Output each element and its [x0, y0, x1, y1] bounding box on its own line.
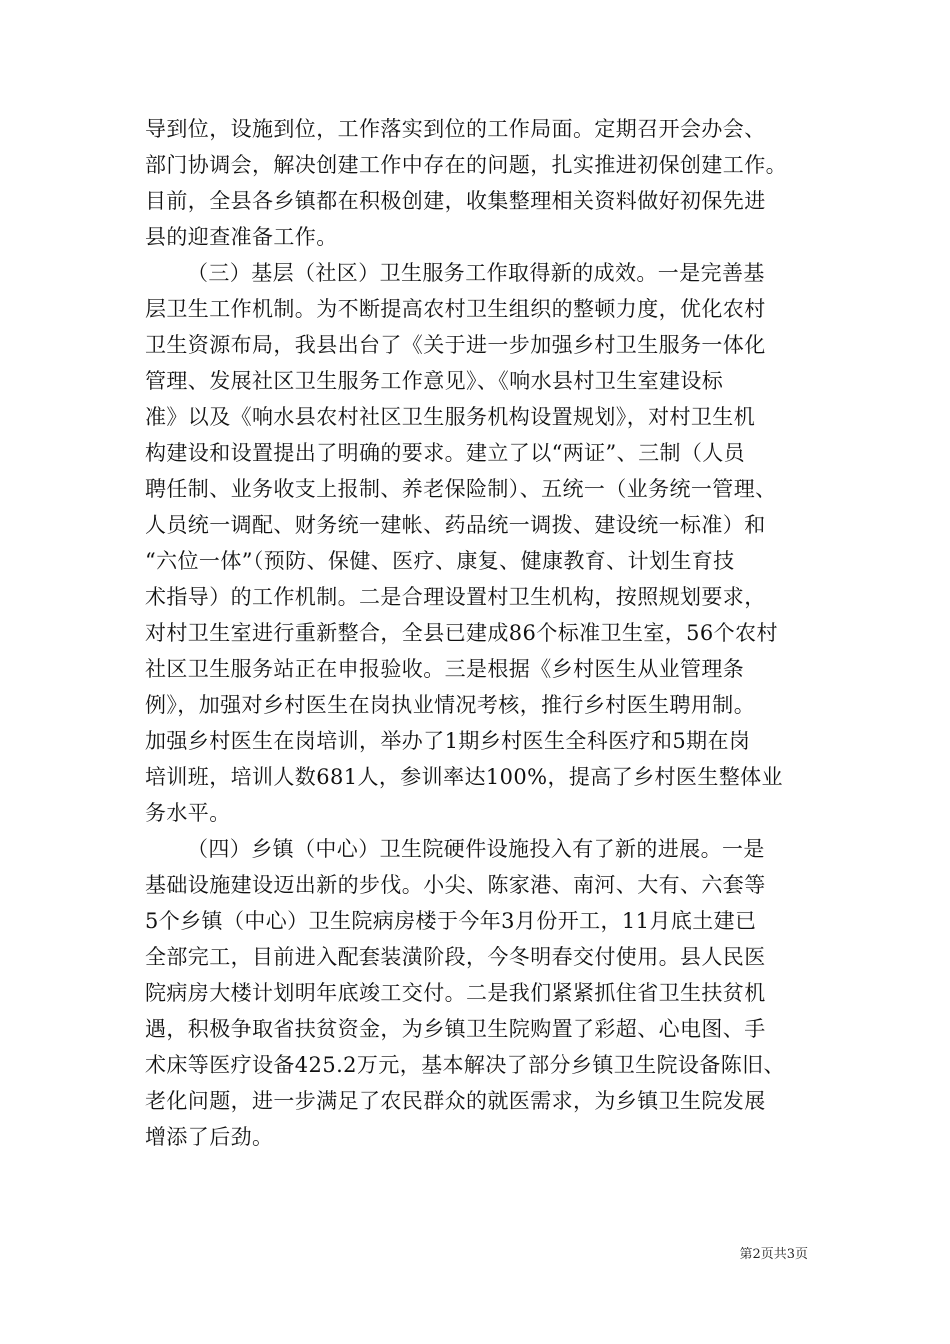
text-line: 遇，积极争取省扶贫资金，为乡镇卫生院购置了彩超、心电图、手 [145, 1017, 766, 1041]
text-line: 对村卫生室进行重新整合，全县已建成86个标准卫生室，56个农村 [145, 621, 778, 645]
text-line: 基础设施建设迈出新的步伐。小尖、陈家港、南河、大有、六套等 [145, 873, 766, 897]
text-line: 构建设和设置提出了明确的要求。建立了以“两证”、三制（人员 [145, 441, 746, 465]
text-line: 增添了后劲。 [145, 1125, 274, 1149]
text-line: 准》以及《响水县农村社区卫生服务机构设置规划》，对村卫生机 [145, 405, 756, 429]
paragraph-heading-3: （三）基层（社区）卫生服务工作取得新的成效。一是完善基 [187, 261, 765, 285]
text-line: 务水平。 [145, 801, 231, 825]
text-line: 5个乡镇（中心）卫生院病房楼于今年3月份开工，11月底土建已 [145, 909, 757, 933]
text-line: 聘任制、业务收支上报制、养老保险制）、五统一（业务统一管理、 [145, 477, 777, 501]
text-line: 导到位，设施到位，工作落实到位的工作局面。定期召开会办会、 [145, 117, 766, 141]
text-line: “六位一体”（预防、保健、医疗、康复、健康教育、计划生育技 [145, 549, 735, 573]
text-line: 卫生资源布局，我县出台了《关于进一步加强乡村卫生服务一体化 [145, 333, 766, 357]
text-line: 加强乡村医生在岗培训，举办了1期乡村医生全科医疗和5期在岗 [145, 729, 751, 753]
text-line: 县的迎查准备工作。 [145, 225, 338, 249]
text-line: 社区卫生服务站正在申报验收。三是根据《乡村医生从业管理条 [145, 657, 745, 681]
text-line: 部门协调会，解决创建工作中存在的问题，扎实推进初保创建工作。 [145, 153, 787, 177]
text-line: 例》，加强对乡村医生在岗执业情况考核，推行乡村医生聘用制。 [145, 693, 756, 717]
page-number-footer: 第2页共3页 [739, 1247, 808, 1262]
text-line: 人员统一调配、财务统一建帐、药品统一调拨、建设统一标准）和 [145, 513, 766, 537]
text-line: 层卫生工作机制。为不断提高农村卫生组织的整顿力度，优化农村 [145, 297, 766, 321]
text-line: 术指导）的工作机制。二是合理设置村卫生机构，按照规划要求， [145, 585, 766, 609]
text-line: 培训班，培训人数681人，参训率达100%，提高了乡村医生整体业 [145, 765, 783, 789]
text-line: 管理、发展社区卫生服务工作意见》、《响水县村卫生室建设标 [145, 369, 724, 393]
text-line: 院病房大楼计划明年底竣工交付。二是我们紧紧抓住省卫生扶贫机 [145, 981, 766, 1005]
text-line: 老化问题，进一步满足了农民群众的就医需求，为乡镇卫生院发展 [145, 1089, 766, 1113]
text-line: 全部完工，目前进入配套装潢阶段，今冬明春交付使用。县人民医 [145, 945, 766, 969]
text-line: 术床等医疗设备425.2万元，基本解决了部分乡镇卫生院设备陈旧、 [145, 1053, 785, 1077]
text-line: 目前，全县各乡镇都在积极创建，收集整理相关资料做好初保先进 [145, 189, 766, 213]
paragraph-heading-4: （四）乡镇（中心）卫生院硬件设施投入有了新的进展。一是 [187, 837, 765, 861]
